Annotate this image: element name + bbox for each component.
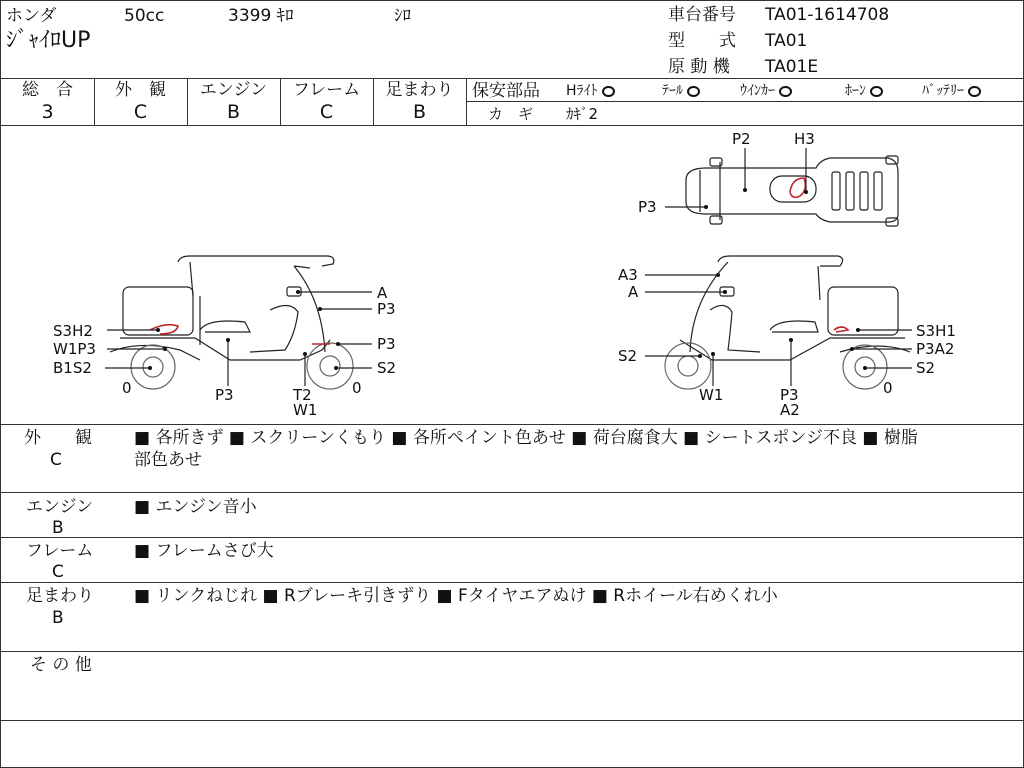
safety-headlight-label: Hﾗｲﾄ xyxy=(566,83,598,99)
note-text-cont: 部色あせ xyxy=(134,450,202,470)
diagram-label: H3 xyxy=(794,130,815,148)
scooter-left-view xyxy=(110,256,353,389)
type-label: 型 式 xyxy=(668,31,736,51)
diagram-label: A3 xyxy=(618,266,638,284)
grade-engine-value: B xyxy=(226,101,241,123)
scooter-right-view xyxy=(665,256,910,389)
grade-suspension-value: B xyxy=(412,101,427,123)
grade-overall-value: 3 xyxy=(41,101,54,123)
diagram-label: S2 xyxy=(916,359,936,377)
diagram-label: T2 xyxy=(293,386,312,404)
diagram-label: P3 xyxy=(638,198,657,216)
diagram-label: P2 xyxy=(732,130,751,148)
maker: ホンダ xyxy=(6,6,57,26)
circle-mark-icon xyxy=(602,86,615,97)
safety-battery xyxy=(922,81,981,101)
grade-suspension-label: 足まわり xyxy=(385,80,454,100)
circle-mark-icon xyxy=(870,86,883,97)
diagram-label: P3 xyxy=(780,386,799,404)
scooter-top-view xyxy=(686,156,898,226)
diagram-label: B1S2 xyxy=(53,359,92,377)
key-value: ｶｷﾞ2 xyxy=(566,105,599,123)
diagram-label: 0 xyxy=(352,379,362,397)
circle-mark-icon xyxy=(779,86,792,97)
grade-frame-label: フレーム xyxy=(292,80,361,100)
displacement: 50cc xyxy=(124,6,165,26)
diagram-label: P3 xyxy=(215,386,234,404)
note-label: 足まわり xyxy=(26,586,94,606)
circle-mark-icon xyxy=(968,86,981,97)
grade-engine-label: エンジン xyxy=(199,80,268,100)
circle-mark-icon xyxy=(687,86,700,97)
grade-exterior-label: 外 観 xyxy=(115,80,166,100)
diagram-label: P3A2 xyxy=(916,340,955,358)
diagram-label: W1P3 xyxy=(53,340,96,358)
grade-overall-label: 総 合 xyxy=(22,80,73,100)
key-label: カ ギ xyxy=(488,105,534,123)
safety-winker-label: ｳｲﾝｶｰ xyxy=(740,83,775,99)
note-grade: B xyxy=(52,518,64,538)
note-label: フレーム xyxy=(26,541,94,561)
grade-exterior-value: C xyxy=(133,101,148,123)
note-label: エンジン xyxy=(26,497,94,517)
safety-horn xyxy=(845,81,883,101)
safety-title: 保安部品 xyxy=(472,81,540,101)
diagram-label: W1 xyxy=(699,386,724,404)
chassis-value: TA01-1614708 xyxy=(765,5,890,25)
diagram-label: 0 xyxy=(883,379,893,397)
note-grade: C xyxy=(50,450,62,470)
diagram-label: W1 xyxy=(293,401,318,419)
safety-winker xyxy=(740,81,792,101)
diagram-label: A xyxy=(628,283,639,301)
diagram-label: S3H1 xyxy=(916,322,956,340)
mileage: 3399 ｷﾛ xyxy=(228,6,294,26)
note-text: ■ リンクねじれ ■ Rブレーキ引きずり ■ Fタイヤエアぬけ ■ Rホイール右めくれ小 xyxy=(134,586,778,606)
safety-tail xyxy=(662,81,700,101)
diagram-label: S2 xyxy=(377,359,397,377)
model-name: ｼﾞｬｲﾛUP xyxy=(6,28,91,53)
engine-value: TA01E xyxy=(765,57,819,77)
note-text: ■ 各所きず ■ スクリーンくもり ■ 各所ペイント色あせ ■ 荷台腐食大 ■ シートスポンジ不良 ■ 樹脂 xyxy=(134,428,918,448)
color: ｼﾛ xyxy=(394,6,411,26)
note-label: 外 観 xyxy=(24,428,92,448)
grade-frame-value: C xyxy=(319,101,334,123)
diagram-label: P3 xyxy=(377,300,396,318)
diagram-label: P3 xyxy=(377,335,396,353)
diagram-label: S2 xyxy=(618,347,638,365)
type-value: TA01 xyxy=(765,31,808,51)
safety-battery-label: ﾊﾞｯﾃﾘｰ xyxy=(922,83,964,99)
diagram-label: A2 xyxy=(780,401,800,419)
diagram-label: 0 xyxy=(122,379,132,397)
note-grade: B xyxy=(52,608,64,628)
note-text: ■ エンジン音小 xyxy=(134,497,257,517)
safety-headlight xyxy=(566,81,615,101)
note-grade: C xyxy=(52,562,64,582)
diagram-label: A xyxy=(377,284,388,302)
diagram-label: S3H2 xyxy=(53,322,93,340)
safety-tail-label: ﾃｰﾙ xyxy=(662,83,683,99)
note-text: ■ フレームさび大 xyxy=(134,541,274,561)
damage-diagram xyxy=(0,126,1024,424)
chassis-label: 車台番号 xyxy=(668,5,736,25)
note-label: そ の 他 xyxy=(30,655,92,675)
engine-label: 原 動 機 xyxy=(668,57,730,77)
safety-horn-label: ﾎｰﾝ xyxy=(845,83,866,99)
